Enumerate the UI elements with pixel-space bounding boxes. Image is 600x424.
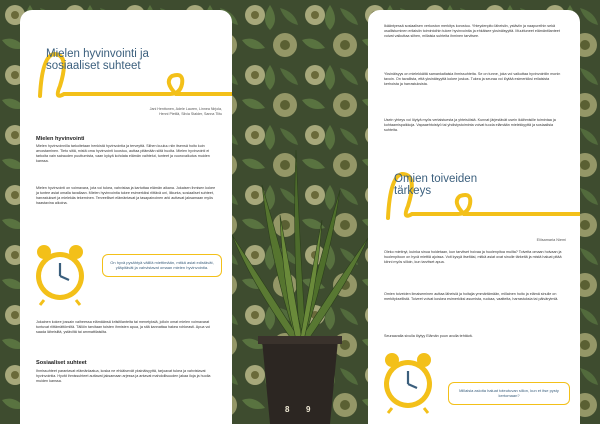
page-title: Mielen hyvinvointi ja sosiaaliset suhteet xyxy=(46,48,149,72)
body-paragraph: Mielen hyvinvoinnilla tarkoitetaan henkistä hyvinvointia ja terveyttä. Siihen kuuluu niin itsensä hoito kuin arvostaminen. Tieto siitä, mistä oma hyvinvointi koostuu, auttaa pitämään siitä huolta. Mielen hyvinvointi ei tarkoita vain sairauden puuttumista, vaan kykyä kohdata elämän vaihtelut, tunteet ja vuorovaikutus muiden kanssa. xyxy=(36,144,210,163)
alarm-clock-icon xyxy=(380,350,436,414)
body-paragraph: Seuraavalla sivulla löytyy Elämän puun avulla tehtävä. xyxy=(384,334,473,338)
page-number-left: 8 xyxy=(285,405,290,414)
body-paragraph: Jokainen kokee jossain vaiheessa elämäänsä kriisitilanteita tai menetyksiä, jolloin omat mielen voimavarat tuntuvat riittämättömiltä. Tällöin tarvitaan toisten ihmisten apua, ja sitä kannattaa hakea rohkeasti. Apua voi saada läheisiltä, ystäviltä tai ammattilaisilta. xyxy=(36,320,211,334)
left-page xyxy=(20,10,232,424)
author-list: Jani Henttonen, Adele Lauren, Linnea Nirjola, Henni Pietilä, Silvia Stalder, Sanna Tiitu xyxy=(149,107,222,116)
highlight-callout: Millaisia asioita haluat toteutuvan sillon, kun et itse pysty kertomaan? xyxy=(448,382,570,405)
body-paragraph: Omien toiveiden ilmaiseminen auttaa läheisiä ja hoitajia ymmärtämään, millainen hoito ja elämä sinulle on merkityksellistä. Toiveet voivat koskea esimerkiksi asumista, ruokaa, vaatteita, harrastuksia tai päivärytmiä. xyxy=(384,292,559,301)
highlight-callout: On hyvä pysähtyä välillä miettimään, mitkä asiat edistävät, ylläpitävät ja vahvistavat omaan mielen hyvinvointia. xyxy=(102,254,222,277)
body-paragraph: Ikääntyessä sosiaalisen verkoston merkitys korostuu. Yhteydenpito läheisiin, ystäviin ja naapureihin sekä osallistuminen erilaisiin toimintoihin tukee hyvinvointia ja ehkäisee yksinäisyyttä. Muuttuneet elämäntilanteet voivat vaikuttaa siihen, millaisia suhteita ihminen tarvitsee. xyxy=(384,24,560,38)
body-paragraph: Usein yhteys voi löytyä myös vertaistuesta ja yhteisöistä. Kunnat järjestävät usein ikäihmisille toimintaa ja kohtaamispaikkoja. Vapaaehtoistyö tai yhdistystoiminta voivat tuoda elämään mielekkyyttä ja sosiaalisia suhteita. xyxy=(384,118,556,132)
section-heading: Sosiaaliset suhteet xyxy=(36,360,87,366)
right-page xyxy=(368,10,580,424)
body-paragraph: Yksinäisyys on mielekkäitä samankaltaisia ihmissuhteita. Se on tunne, joka voi vaikuttaa hyvinvointiin monin tavoin. On tavallista, että yksinäisyyttä kokee joskus. Tukea ja seuraa voi löytää esimerkiksi erilaisista kerhoista ja harrastuksista. xyxy=(384,72,561,86)
section-heading: Mielen hyvinvointi xyxy=(36,136,85,142)
body-paragraph: Oleko mietinyt, kuinka sinua hoidetaan, kun tarvitset hoivaa ja huolenpitoa muilta? Toiveita omaan hoivaan ja huolenpitoon on hyvä miettiä ajoissa. Voit kysyä itseltäsi, mitkä asiat ovat sinulle tärkeitä ja mistä haluat pitää kiinni myös silloin, kun tarvitset apua. xyxy=(384,250,562,264)
alarm-clock-icon xyxy=(32,242,88,306)
page-number-right: 9 xyxy=(306,405,311,414)
page-title: Omien toiveiden tärkeys xyxy=(394,173,478,197)
author-name: Eliisamaria Niemi xyxy=(536,238,566,242)
body-paragraph: Mielen hyvinvointi on voimavara, jota voi tukea, vahvistaa ja kartuttaa elämän aikana. Jokaisen ihmisen kokee ja tuntee asiat omalla tavallaan. Mielen hyvinvointia tukee esimerkiksi riittävä uni, liikunta, sosiaaliset suhteet, harrastukset ja mielekäs tekeminen. Terveelliset elämäntavat ja tasapainoinen arki auttavat jaksamaan myös haastavina aikoina. xyxy=(36,186,216,205)
body-paragraph: Ihmissuhteet parantavat elämänlaatua, koska ne ehkäisevät yksinäisyyttä, tarjoavat tukea ja vahvistavat hyvinvointia. Hyvät ihmissuhteet auttavat jaksamaan arjessa ja antavat mahdollisuuden jakaa iloja ja huolia muiden kanssa. xyxy=(36,369,211,383)
